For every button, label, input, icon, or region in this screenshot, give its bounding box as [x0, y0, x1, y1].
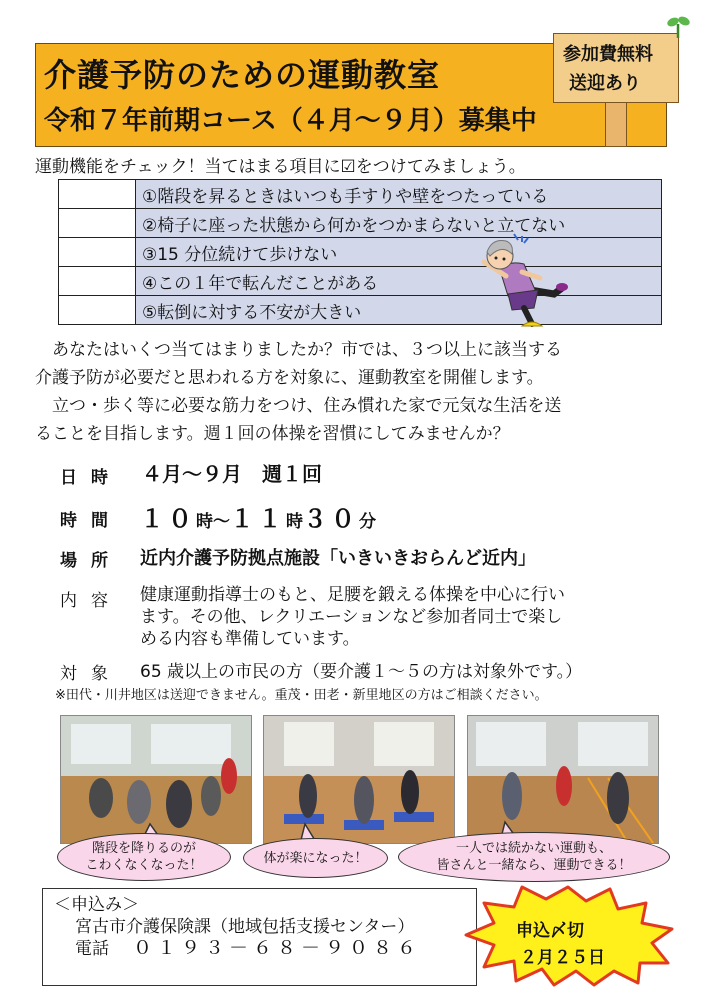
checklist-item: ①階段を昇るときはいつも手すりや壁をつたっている — [136, 180, 662, 209]
application-organization: 宮古市介護保険課（地域包括支援センター） — [75, 917, 415, 937]
speech-bubble-2 — [243, 838, 388, 878]
speech-bubble-3 — [398, 832, 670, 882]
bubble-line: 体が楽になった！ — [263, 850, 368, 866]
paragraph-line: 立つ・歩く等に必要な筋力をつけ、住み慣れた家で元気な生活を送 — [35, 396, 562, 416]
content-line: める内容も準備しています。 — [140, 629, 360, 649]
free-fee-label: 参加費無料 — [563, 44, 653, 65]
target-label: 対象 — [60, 664, 122, 684]
phone-label: 電話 — [75, 939, 109, 959]
paragraph-line: あなたはいくつ当てはまりましたか？市では、３つ以上に該当する — [35, 340, 562, 360]
checklist-item: ②椅子に座った状態から何かをつかまらないと立てない — [136, 209, 662, 238]
time-end-minute: ３０ — [303, 505, 359, 533]
target-value: 65 歳以上の市民の方（要介護１～５の方は対象外です。） — [140, 662, 583, 682]
checklist-intro: 運動機能をチェック！当てはまる項目に☑をつけてみましょう。 — [35, 157, 526, 177]
checklist-item: ③15 分位続けて歩けない — [136, 238, 662, 267]
bubble-line: 一人では続かない運動も、 — [455, 841, 612, 856]
content-label: 内容 — [60, 591, 122, 611]
time-unit: 時～ — [196, 512, 230, 532]
place-label: 場所 — [60, 551, 122, 571]
speech-bubble-1 — [57, 833, 231, 881]
date-value: ４月～９月 週１回 — [142, 462, 322, 486]
place-value: 近内介護予防拠点施設「いきいきおらんど近内」 — [140, 548, 536, 569]
content-line: ます。その他、レクリエーションなど参加者同士で楽し — [140, 607, 563, 627]
bubble-line: こわくなくなった！ — [85, 858, 203, 873]
application-heading: ＜申込み＞ — [54, 895, 139, 915]
checklist-item: ④この１年で転んだことがある — [136, 267, 662, 296]
page-subtitle: 令和７年前期コース（４月～９月）募集中 — [44, 106, 537, 136]
paragraph-line: ることを目指します。週１回の体操を習慣にしてみませんか？ — [35, 424, 510, 444]
time-label: 時間 — [60, 511, 122, 531]
time-start-hour: １０ — [140, 505, 196, 533]
checklist-item: ⑤転倒に対する不安が大きい — [136, 296, 662, 325]
deadline-date: ２月２５日 — [520, 948, 605, 968]
bubble-line: 階段を降りるのが — [91, 841, 196, 856]
date-label: 日時 — [60, 468, 122, 488]
deadline-label: 申込〆切 — [516, 921, 584, 941]
time-unit: 時 — [286, 512, 303, 532]
page-title: 介護予防のための運動教室 — [44, 56, 441, 94]
phone-number[interactable]: ０１９３－６８－９０８６ — [133, 937, 422, 959]
time-unit: 分 — [359, 512, 376, 532]
time-end-hour: １１ — [230, 505, 286, 533]
transport-note: ※田代・川井地区は送迎できません。重茂・田老・新里地区の方はご相談ください。 — [55, 688, 548, 703]
paragraph-line: 介護予防が必要だと思われる方を対象に、運動教室を開催します。 — [35, 368, 544, 388]
bubble-line: 皆さんと一緒なら、運動できる！ — [436, 858, 632, 873]
content-line: 健康運動指導士のもと、足腰を鍛える体操を中心に行い — [140, 585, 565, 605]
transport-label: 送迎あり — [569, 73, 641, 94]
